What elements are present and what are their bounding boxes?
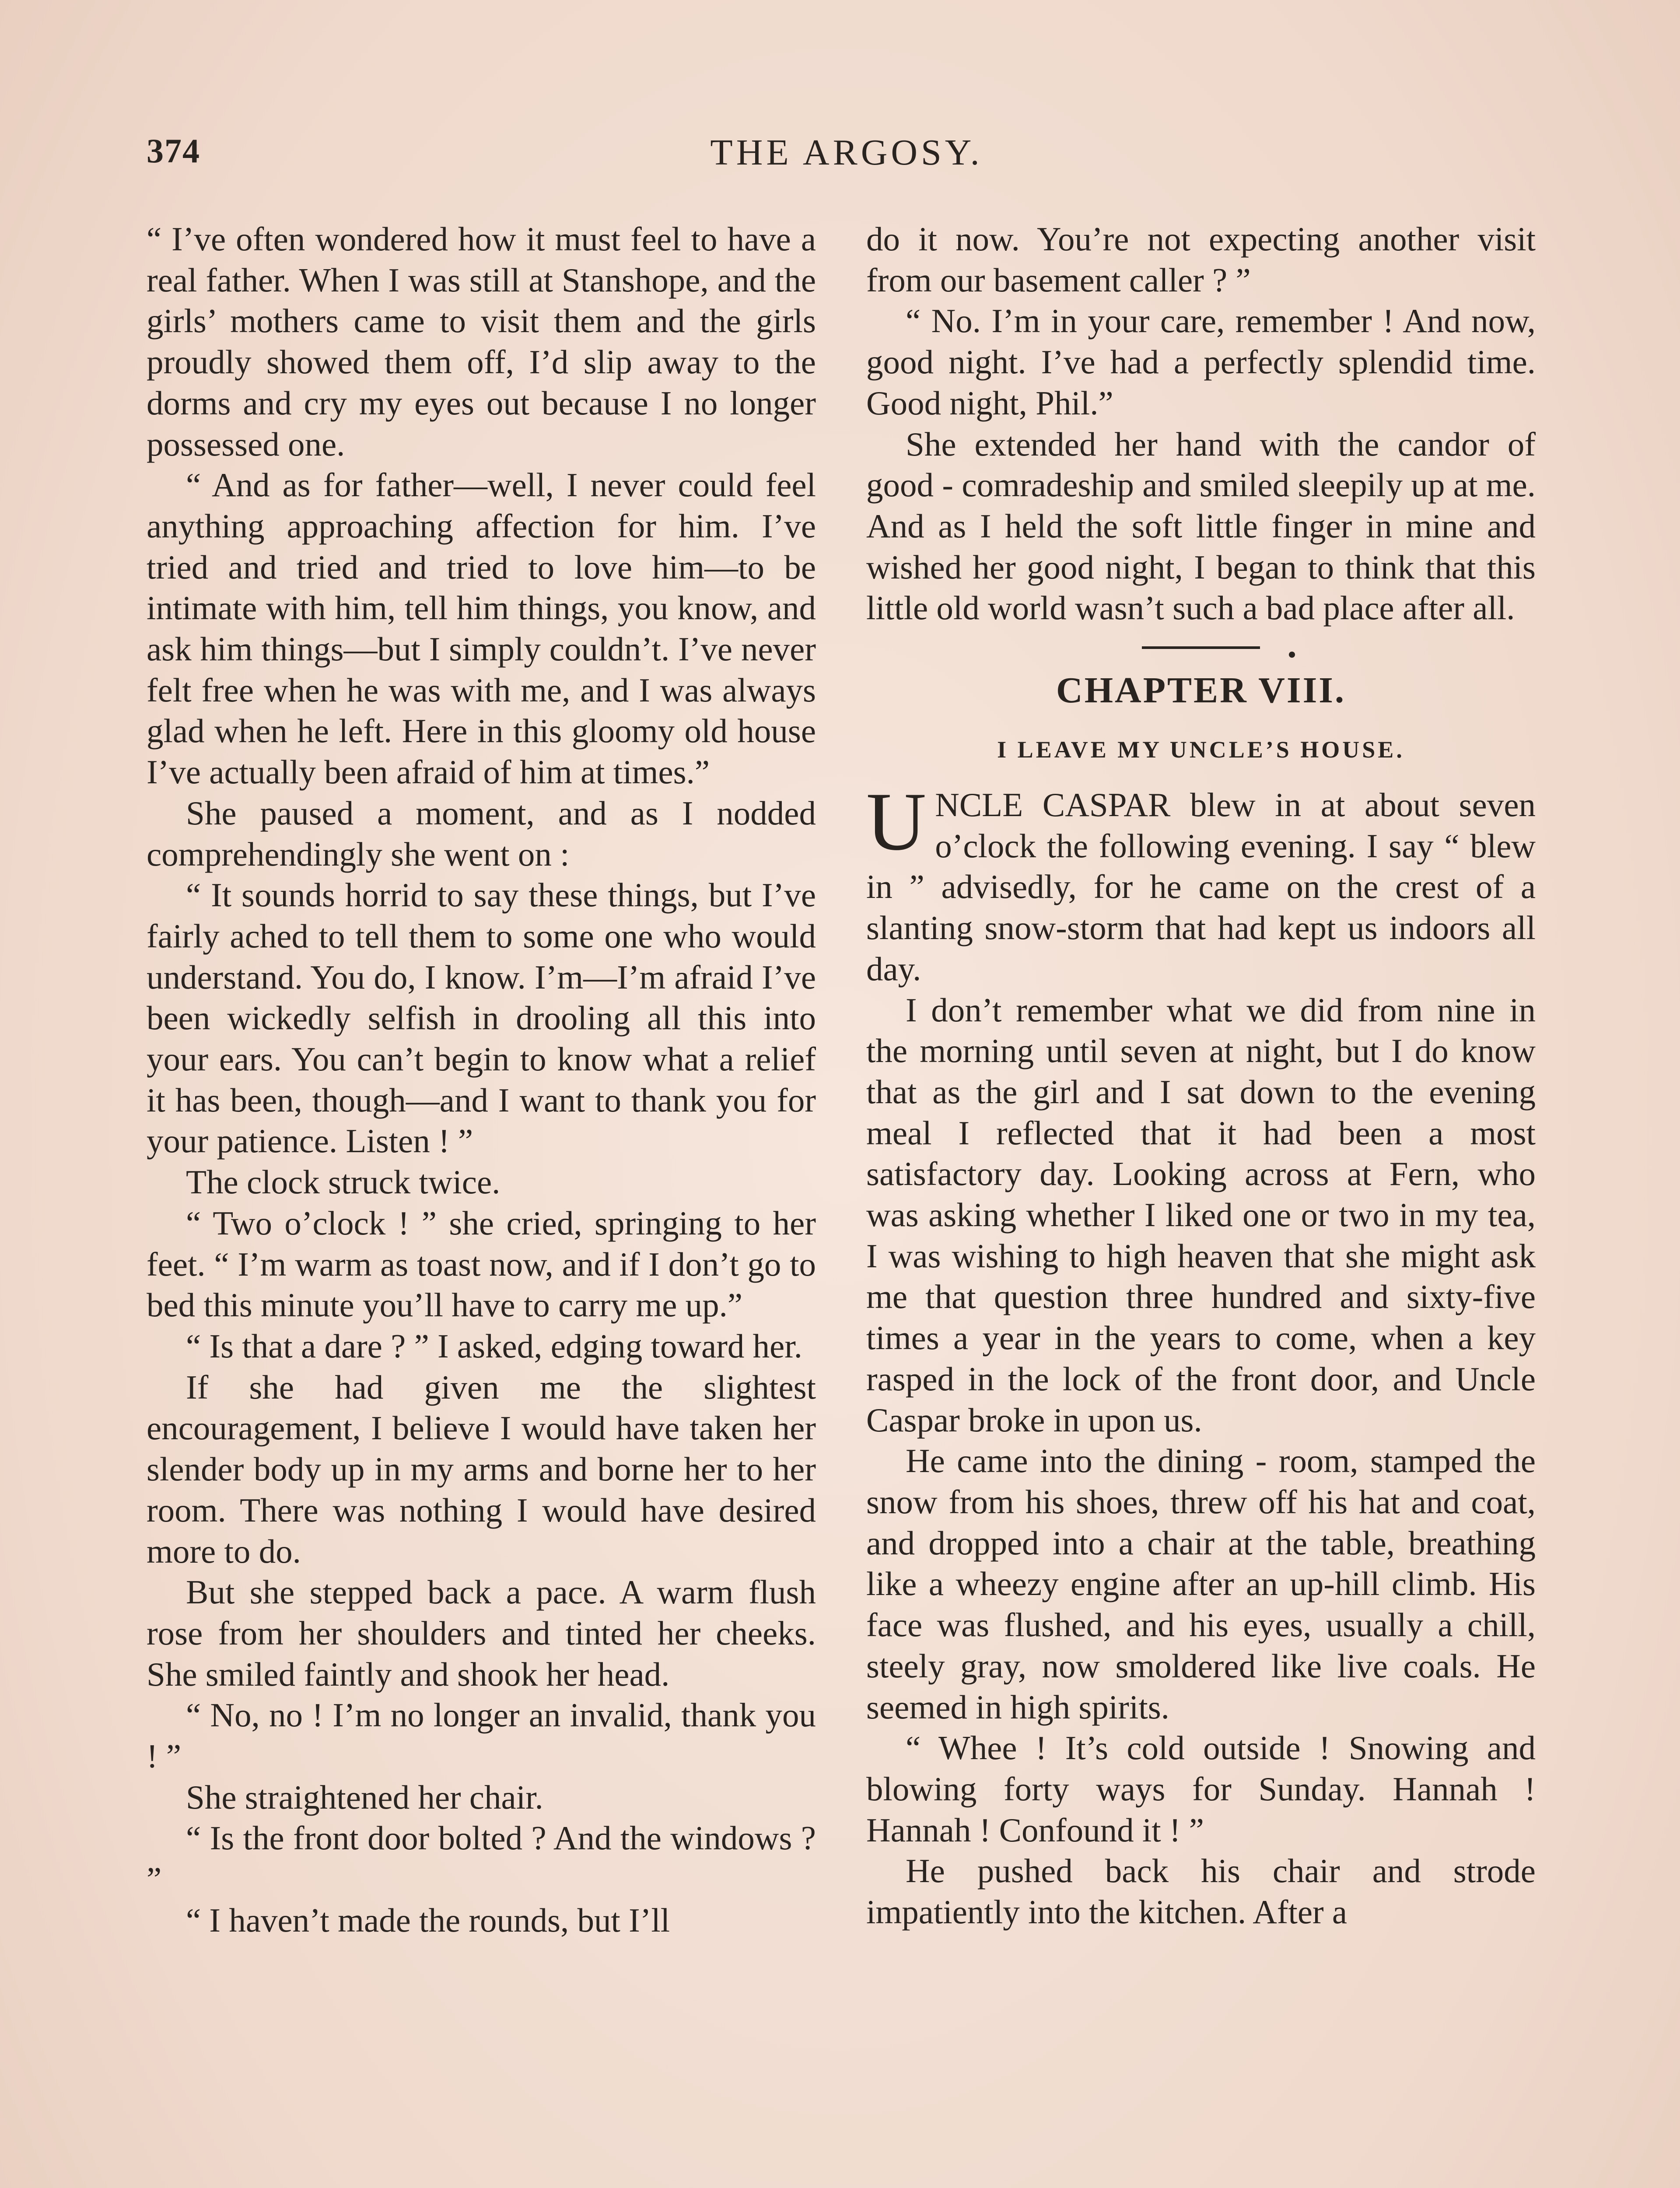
page-number: 374 (147, 132, 200, 170)
running-head: THE ARGOSY. (710, 132, 983, 173)
paragraph: The clock struck twice. (186, 1163, 500, 1201)
paragraph: do it now. You’re not expecting another visit from our basement caller ? ” (866, 220, 1536, 299)
page-header (147, 131, 1547, 184)
chapter-subtitle: I LEAVE MY UNCLE’S HOUSE. (997, 736, 1405, 763)
paragraph: “ And as for father—well, I never could feel anything approaching affection for him. I’ve tried and tried and tried to love him—to be intimate with him, tell him things, you know, and ask him things—but I simply couldn’t. I’ve never felt free when he was with me, and I was always glad when he left. Here in this gloomy old house I’ve actually been afraid of him at times.” (147, 466, 816, 791)
paragraph: She straightened her chair. (186, 1778, 543, 1816)
paragraph: I don’t remember what we did from nine in the morning until seven at night, but I do know that as the girl and I sat down to the evening meal I reflected that it had been a most satisfactory day. Looking across at Fern, who was asking whether I liked one or two in my tea, I was wishing to high heaven that she might ask me that question three hundred and sixty-five times a year in the years to come, when a key rasped in the lock of the front door, and Uncle Caspar broke in upon us. (866, 991, 1536, 1439)
drop-cap: U (866, 776, 927, 868)
paragraph: “ No. I’m in your care, remember ! And now, good night. I’ve had a perfectly splendid time. Good night, Phil.” (866, 302, 1536, 422)
paragraph: He came into the dining - room, stamped the snow from his shoes, threw off his hat and coat, and dropped into a chair at the table, breathing like a wheezy engine after an up-hill climb. His face was flushed, and his eyes, usually a chill, steely gray, now smoldered like live coals. He seemed in high spirits. (866, 1442, 1536, 1726)
paragraph: “ Is the front door bolted ? And the windows ? ” (147, 1819, 816, 1898)
chapter-title: CHAPTER VIII. (1056, 670, 1346, 711)
opening-text: NCLE CASPAR blew in at about seven o’clock the following evening. I say “ blew in ” advisedly, for he came on the crest of a slanting snow-storm that had kept us indoors all day. (866, 786, 1536, 988)
left-column (147, 219, 816, 1941)
paragraph: “ I haven’t made the rounds, but I’ll (186, 1901, 670, 1939)
paragraph: She extended her hand with the candor of good - comradeship and smiled sleepily up at me. And as I held the soft little finger in mine and wished her good night, I began to think that this little old world wasn’t such a bad place after all. (866, 425, 1536, 627)
paragraph: If she had given me the slightest encouragement, I believe I would have taken her slender body up in my arms and borne her to her room. There was nothing I would have desired more to do. (147, 1368, 816, 1570)
paragraph: “ I’ve often wondered how it must feel to have a real father. When I was still at Stanshope, and the girls’ mothers came to visit them and the girls proudly showed them off, I’d slip away to the dorms and cry my eyes out because I no longer possessed one. (147, 220, 816, 463)
section-divider (1142, 646, 1260, 649)
paragraph: “ It sounds horrid to say these things, but I’ve fairly ached to tell them to some one who would understand. You do, I know. I’m—I’m afraid I’ve been wickedly selfish in drooling all this into your ears. You can’t begin to know what a relief it has been, though—and I want to thank you for your patience. Listen ! ” (147, 876, 816, 1160)
paragraph: “ Two o’clock ! ” she cried, springing to her feet. “ I’m warm as toast now, and if I don’t go to bed this minute you’ll have to carry me up.” (147, 1204, 816, 1324)
paragraph: “ No, no ! I’m no longer an invalid, thank you ! ” (147, 1696, 816, 1775)
paragraph: She paused a moment, and as I nodded comprehendingly she went on : (147, 794, 816, 873)
paragraph: “ Is that a dare ? ” I asked, edging toward her. (186, 1327, 802, 1365)
right-column (866, 219, 1536, 1933)
paragraph: “ Whee ! It’s cold outside ! Snowing and blowing forty ways for Sunday. Hannah ! Hannah ! Confound it ! ” (866, 1729, 1536, 1849)
paragraph: But she stepped back a pace. A warm flush rose from her shoulders and tinted her cheeks. She smiled faintly and shook her head. (147, 1573, 816, 1693)
paragraph: He pushed back his chair and strode impatiently into the kitchen. After a (866, 1852, 1536, 1931)
chapter-opening-paragraph (866, 776, 1536, 990)
